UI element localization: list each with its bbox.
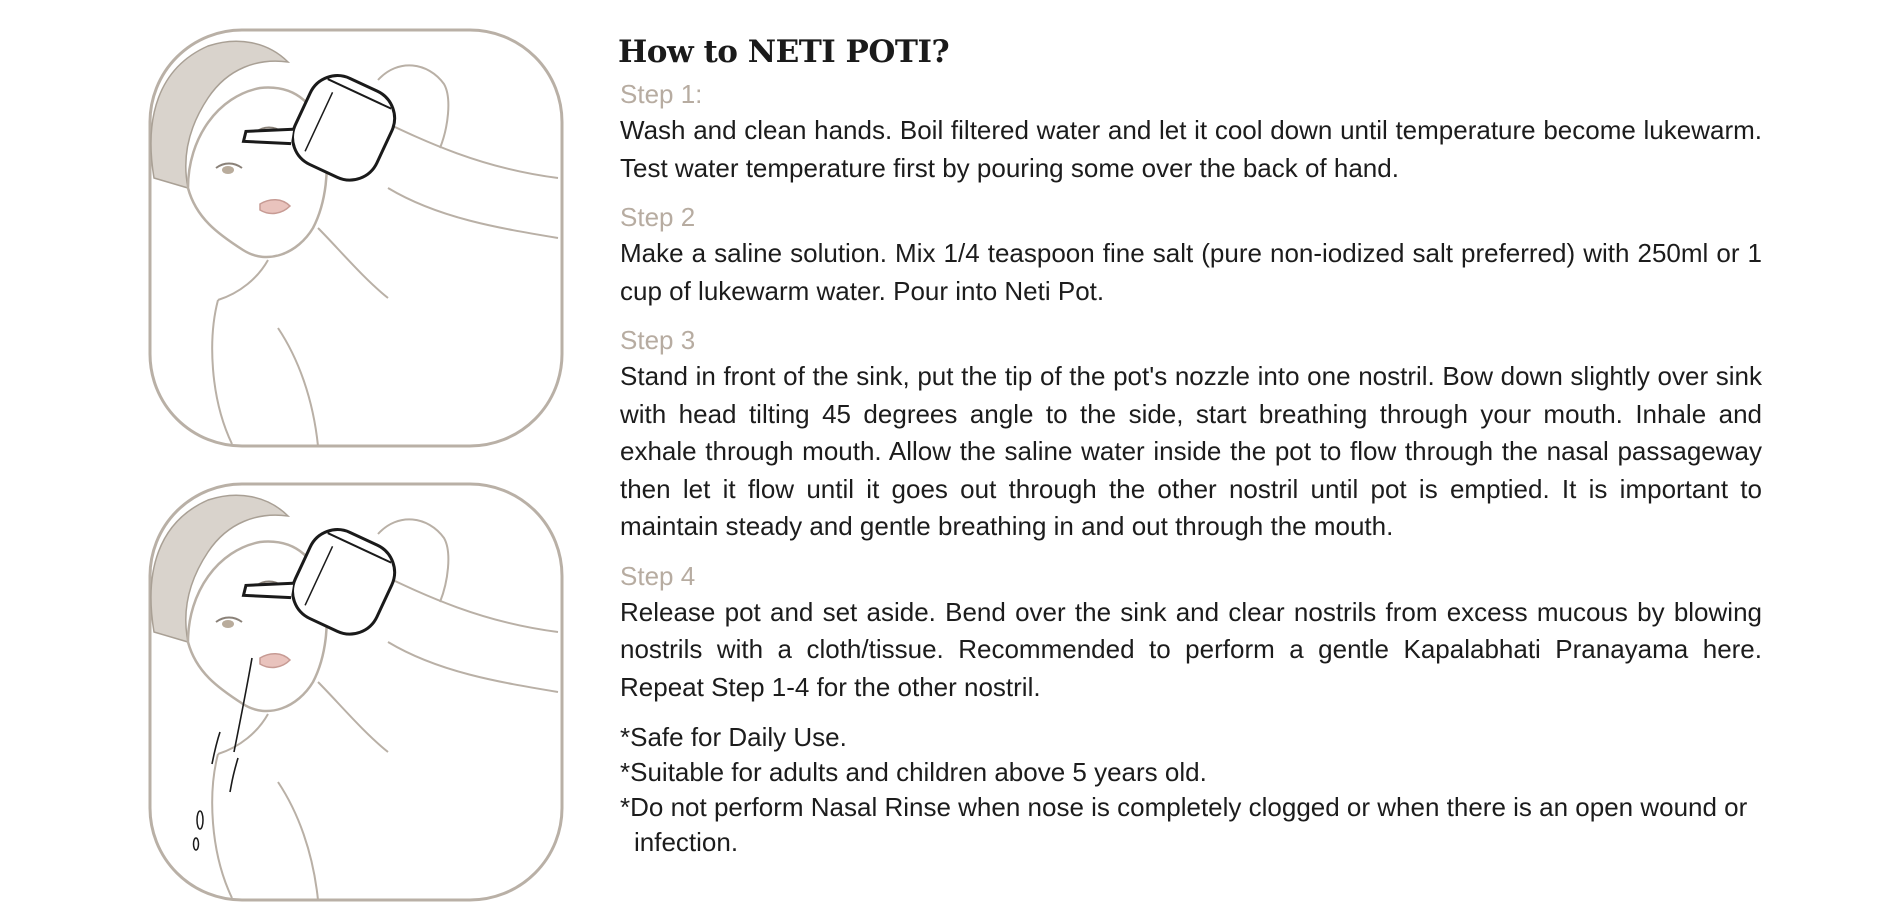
step-text: Release pot and set aside. Bend over the sink and clear nostrils from excess mucous by blowing nostrils with a cloth/tissue. Recommended to perform a gentle Kapalabhati Pranayama here. Repeat Step 1-4 for the other nostril.	[620, 596, 1762, 702]
instructions-content	[620, 34, 1762, 860]
step-label: Step 1:	[620, 79, 703, 109]
step-label: Step 3	[620, 325, 696, 355]
page-title: How to NETI POTI?	[618, 34, 950, 70]
note-item: *Do not perform Nasal Rinse when nose is completely clogged or when there is an open wound or infection.	[620, 792, 1748, 857]
step-3	[620, 322, 1762, 546]
step-2	[620, 199, 1762, 310]
step-text: Stand in front of the sink, put the tip of the pot's nozzle into one nostril. Bow down slightly over sink with head tilting 45 degrees angle to the side, start breathing through your mouth. Inhale and exhale through mouth. Allow the saline water inside the pot to flow through the nasal passageway then let it flow until it goes out through the other nostril until pot is emptied. It is important to maintain steady and gentle breathing in and out through the mouth.	[620, 361, 1762, 541]
step-text: Make a saline solution. Mix 1/4 teaspoon fine salt (pure non-iodized salt preferred) with 250ml or 1 cup of lukewarm water. Pour into Neti Pot.	[620, 238, 1762, 306]
neti-pot-rinsing-icon	[148, 482, 564, 902]
step-1	[620, 76, 1762, 187]
note-item: *Suitable for adults and children above 5 years old.	[620, 757, 1207, 787]
neti-pot-illustration-top	[148, 28, 564, 448]
neti-pot-illustration-bottom	[148, 482, 564, 902]
note-item: *Safe for Daily Use.	[620, 722, 847, 752]
step-label: Step 2	[620, 202, 696, 232]
notes-list	[620, 720, 1762, 860]
step-4	[620, 558, 1762, 707]
step-label: Step 4	[620, 560, 696, 591]
neti-pot-pouring-icon	[148, 28, 564, 448]
step-text: Wash and clean hands. Boil filtered water and let it cool down until temperature become lukewarm. Test water temperature first by pouring some over the back of hand.	[620, 115, 1762, 183]
